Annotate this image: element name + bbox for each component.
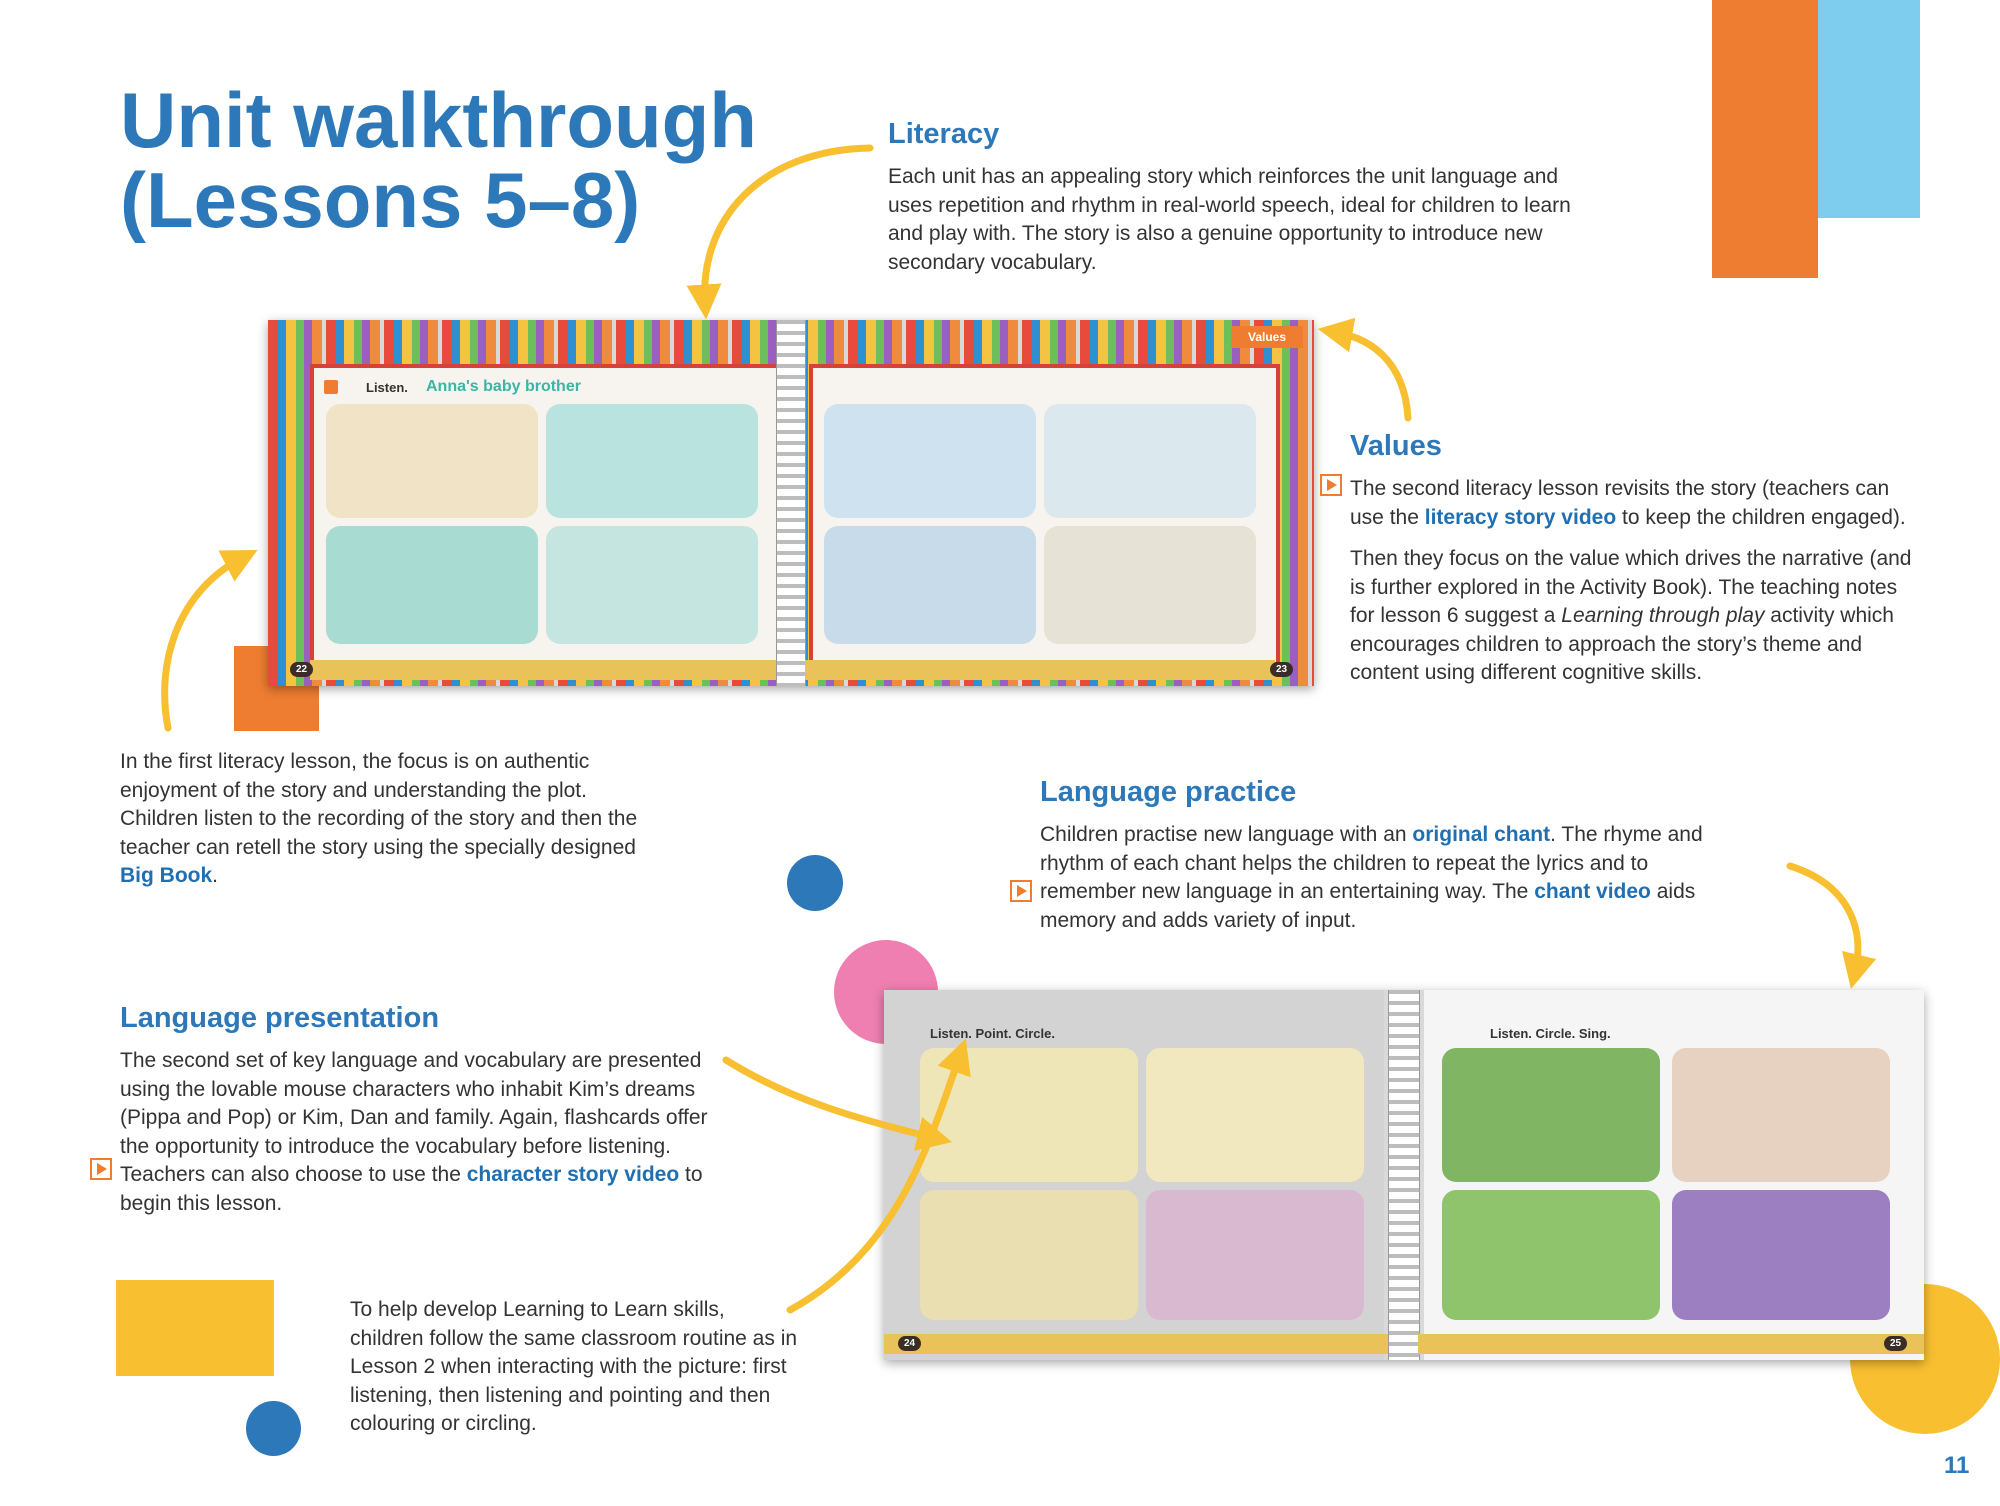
language-presentation-heading: Language presentation (120, 1002, 440, 1034)
page-number: 11 (1944, 1452, 1970, 1479)
values-p2-text-a: Then they focus on the value which drives the narrative (and is further explored in the Activity Book). The teaching notes for lesson 6 suggest a (1350, 547, 1912, 627)
activity-instruction-right: Listen. Circle. Sing. (1490, 1026, 1611, 1041)
literacy-text: Each unit has an appealing story which reinforces the unit language and uses repetition and rhythm in real-world speech, ideal for children to learn and play with. The story is also a genuine opportunity to introduce new secondary vocabulary. (888, 165, 1571, 274)
title-line-2: (Lessons 5–8) (120, 156, 641, 244)
story-instruction: Listen. (366, 380, 408, 395)
arrow-literacy (705, 148, 870, 302)
first-lesson-text-b: . (212, 864, 219, 887)
page-number-right: 23 (1270, 662, 1293, 677)
literacy-story-video-link[interactable]: literacy story video (1424, 505, 1617, 529)
activity-instruction-left: Listen. Point. Circle. (930, 1026, 1055, 1041)
first-lesson-text-a: In the first literacy lesson, the focus is on authentic enjoyment of the story and understanding the plot. Children listen to the recording of the story and then the teacher can retell the story using the specially designed (120, 750, 638, 859)
language-practice-text-a: Children practise new language with an (1040, 823, 1413, 846)
learning-through-play-text: Learning through play (1561, 604, 1765, 627)
arrow-first-lesson (165, 558, 242, 728)
language-practice-heading: Language practice (1040, 776, 1297, 808)
story-title: Anna's baby brother (426, 378, 581, 395)
values-p2-text-b: activity which encourages children to approach the story’s theme and content using different cognitive skills. (1350, 604, 1894, 684)
arrow-chant (1790, 866, 1858, 972)
arrow-learning (790, 1055, 960, 1310)
activity-page-number-left: 24 (898, 1336, 921, 1351)
values-p1-text-a: The second literacy lesson revisits the story (teachers can use the (1350, 477, 1890, 529)
title-line-1: Unit walkthrough (120, 76, 757, 164)
language-practice-text-b: . The rhyme and rhythm of each chant helps the children to repeat the lyrics and to remember new language in an entertaining way. The (1040, 823, 1703, 903)
activity-page-number-right: 25 (1884, 1336, 1907, 1351)
values-tab: Values (1231, 326, 1303, 348)
chant-video-link[interactable]: chant video (1534, 880, 1651, 903)
language-presentation-text-a: The second set of key language and vocabulary are presented using the lovable mouse characters who inhabit Kim’s dreams (Pippa and Pop) or Kim, Dan and family. Again, flashcards offer the opportunity to introduce the vocabulary before listening. Teachers can also choose to use the (120, 1049, 708, 1186)
language-presentation-text-b: to begin this lesson. (120, 1163, 703, 1215)
character-story-video-link[interactable]: character story video (466, 1163, 680, 1186)
literacy-heading: Literacy (888, 118, 1000, 150)
big-book-link[interactable]: Big Book (120, 864, 213, 887)
original-chant-link[interactable]: original chant (1412, 823, 1551, 846)
arrow-values (1335, 332, 1408, 418)
page-number-left: 22 (290, 662, 313, 677)
learning-to-learn-text: To help develop Learning to Learn skills, children follow the same classroom routine as in Lesson 2 when interacting with the picture: first listening, then listening and pointing and then colouring or circling. (350, 1298, 798, 1435)
values-heading: Values (1350, 430, 1442, 462)
values-p1-text-b: to keep the children engaged). (1616, 505, 1906, 529)
language-practice-text-c: aids memory and adds variety of input. (1040, 880, 1696, 932)
arrow-presentation (726, 1060, 935, 1138)
